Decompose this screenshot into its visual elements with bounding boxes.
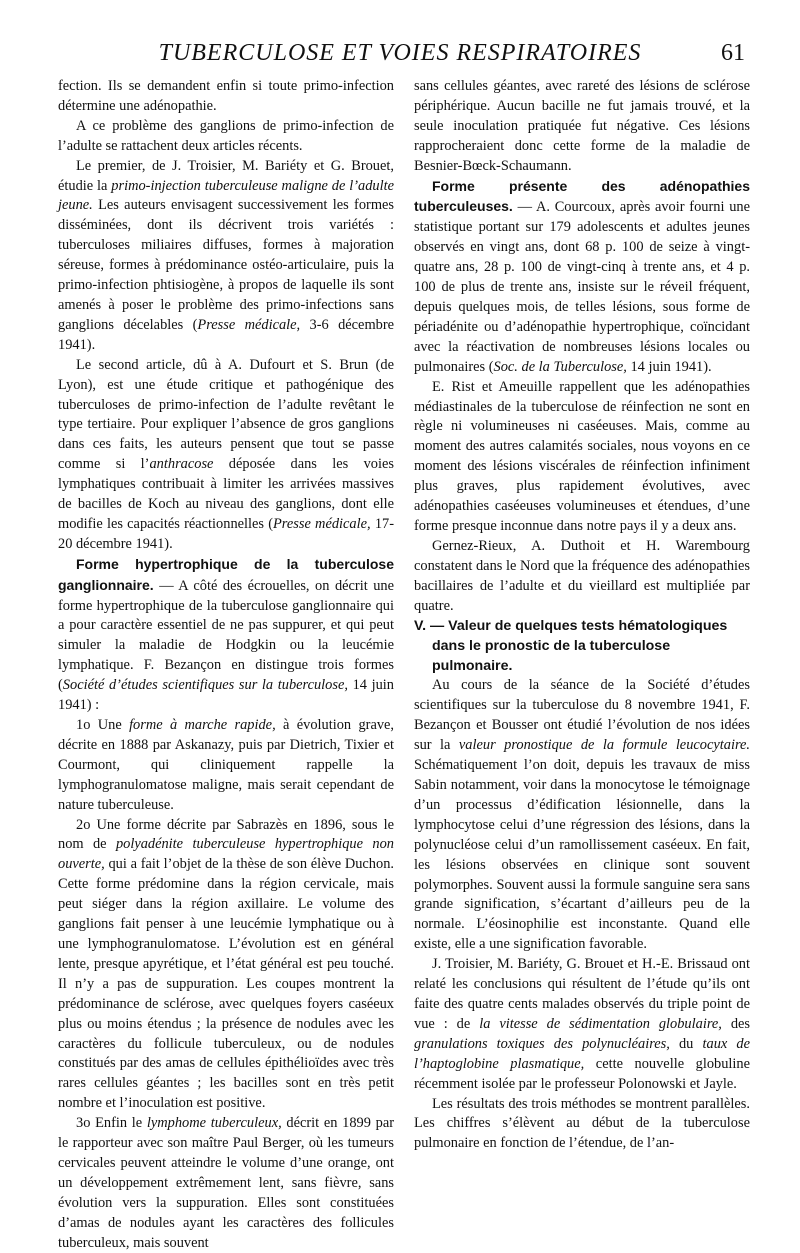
paragraph: Forme hypertrophique de la tuberculose ganglionnaire. — A côté des écrouelles, on décrit une forme hypertrophique de la tuberculose ganglionnaire qui a pour caractère essentiel de ne pas suppurer, et qui peut simuler la maladie de Hodgkin ou la leucémie lymphatique. F. Bezançon en distingue trois formes (Société d’études scientifiques sur la tuberculose, 14 juin 1941) : [58, 555, 394, 714]
run-in-heading: Forme hypertrophique de la tuberculose ganglionnaire. [58, 555, 394, 593]
paragraph: Le second article, dû à A. Dufourt et S. Brun (de Lyon), est une étude critique et pathogénique des tuberculoses de primo-infection de l’adulte revêtant le type tertiaire. Pour expliquer l’absence de gros ganglions dans ces faits, les auteurs pensent que tout se passe comme si l’anthracose déposée dans les voies lymphatiques contribuait à limiter les arrivées massives de bacilles de Koch au niveau des ganglions, dont elle modifie les capacités réactionnelles (Presse médicale, 17-20 décembre 1941). [58, 356, 395, 552]
paragraph: A ce problème des ganglions de primo-infection de l’adulte se rattachent deux articles récents. [58, 117, 394, 154]
right-column [414, 77, 750, 1154]
paragraph: Au cours de la séance de la Société d’études scientifiques sur la tuberculose du 8 novembre 1941, F. Bezançon et Bousser ont étudié l’évolution de nos idées sur la valeur pronostique de la formule leucocytaire. Schématiquement l’on doit, depuis les travaux de miss Sabin notamment, voir dans la monocytose le témoignage d’un processus d’édification lésionnelle, dans la lymphocytose celui d’une régression des lésions, dans la polynucléose celui d’un ramollissement caséeux. En fait, les lésions observées en clinique sont souvent polymorphes. Souvent aussi la formule sanguine sera sans grande signification, s’écartant d’ailleurs peu de la normale. L’éosinophilie est inconstante. Quand elle existe, elle a une signification favorable. [414, 677, 750, 953]
paragraph: 3o Enfin le lymphome tuberculeux, décrit en 1899 par le rapporteur avec son maître Paul Berger, où les tumeurs cervicales peuvent atteindre le volume d’une orange, ont un développement extrêmement lent, sans fièvre, sans évolution vers la suppuration. Elles sont constituées d’amas de nodules ayant les caractères des follicules tuberculeux, mais souvent [58, 1115, 395, 1251]
paragraph: Forme présente des adénopathies tuberculeuses. — A. Courcoux, après avoir fourni une statistique portant sur 179 adolescents et adultes jeunes observés en vingt ans, dont 68 p. 100 de seize à vingt-quatre ans, 28 p. 100 de vingt-cinq à trente ans, et 4 p. 100 de plus de trente ans, insiste sur le réveil fréquent, depuis quelques mois, de telles lésions, sous forme de périadénite ou d’adénopathie hypertrophique, coïncidant avec la réactivation de nombreuses lésions locales ou pulmonaires (Soc. de la Tuberculose, 14 juin 1941). [414, 177, 750, 375]
paragraph: Les résultats des trois méthodes se montrent parallèles. Les chiffres s’élèvent au début de la tuberculose pulmonaire en fonction de l’étendue, de l’an- [414, 1095, 750, 1152]
paragraph: fection. Ils se demandent enfin si toute primo-infection détermine une adénopathie. [58, 78, 394, 114]
left-column [58, 77, 394, 1253]
paragraph: Gernez-Rieux, A. Duthoit et H. Warembourg constatent dans le Nord que la fréquence des adénopathies bacillaires de l’adulte et du vieillard est multipliée par quatre. [414, 537, 750, 614]
section-title: Valeur de quelques tests hématologiques dans le pronostic de la tuberculose pulmonaire. [432, 618, 728, 675]
section-heading [414, 616, 750, 676]
paragraph: sans cellules géantes, avec rareté des lésions de sclérose périphérique. Aucun bacille ne fut jamais trouvé, et la seule inoculation pratiquée fut négative. Ces lésions rapprocheraient donc cette forme de la maladie de Besnier-Bœck-Schaumann. [414, 78, 750, 174]
run-in-heading: Forme présente des adénopathies tuberculeuses. [414, 177, 750, 215]
section-number: V. — [414, 618, 445, 635]
paragraph: 2o Une forme décrite par Sabrazès en 1896, sous le nom de polyadénite tuberculeuse hypertrophique non ouverte, qui a fait l’objet de la thèse de son élève Duchon. Cette forme prédomine dans la région cervicale, mais peut siéger dans la région axillaire. Le volume des ganglions fait penser à une leucémie lymphatique ou à une lymphogranulomatose. L’évolution est en général lente, presque apyrétique, et l’état général est peu touché. Il n’y a pas de suppuration. Les coupes montrent la prédominance de sclérose, avec quelques foyers caséeux plus ou moins étendus ; la présence de nodules avec les caractères du follicule tuberculeux, ou de nodules constitués par des amas de cellules épithélioïdes avec très rares cellules géantes ; les bacilles sont en très petit nombre et l’inoculation est positive. [58, 816, 394, 1112]
running-title: TUBERCULOSE ET VOIES RESPIRATOIRES [158, 40, 642, 66]
page-header [55, 40, 745, 72]
page-number: 61 [721, 40, 745, 66]
paragraph: 1o Une forme à marche rapide, à évolution grave, décrite en 1888 par Askanazy, puis par Dietrich, Tixier et Courmont, qui cliniquement rappelle la lymphogranulomatose maligne, mais serait cependant de nature tuberculeuse. [58, 717, 395, 813]
paragraph: J. Troisier, M. Bariéty, G. Brouet et H.-E. Brissaud ont relaté les conclusions qui résultent de l’étude qu’ils ont faite des quatre cents malades observés du triple point de vue : de la vitesse de sédimentation globulaire, des granulations toxiques des polynucléaires, du taux de l’haptoglobine plasmatique, cette nouvelle globuline récemment isolée par le professeur Polonowski et Jayle. [414, 956, 751, 1092]
paragraph: Le premier, de J. Troisier, M. Bariéty et G. Brouet, étudie la primo-injection tuberculeuse maligne de l’adulte jeune. Les auteurs envisagent successivement les formes disséminées, dont ils décrivent trois variétés : tuberculoses miliaires diffuses, formes à majoration séreuse, formes à prédominance ostéo-articulaire, puis la primo-infection phtisiogène, à propos de laquelle ils sont amenés à poser le problème des primo-infections sans ganglions décelables (Presse médicale, 3-6 décembre 1941). [58, 157, 395, 353]
paragraph: E. Rist et Ameuille rappellent que les adénopathies médiastinales de la tuberculose de réinfection ne sont en règle ni volumineuses ni caséeuses. Mais, comme au moment des autres calamités sociales, nous voyons en ce moment des lésions viscérales de réinfection infiniment plus graves, plus rapidement évolutives, avec adénopathies caséeuses volumineuses et étendues, d’une forme presque inconnue dans notre pays il y a deux ans. [414, 378, 750, 534]
